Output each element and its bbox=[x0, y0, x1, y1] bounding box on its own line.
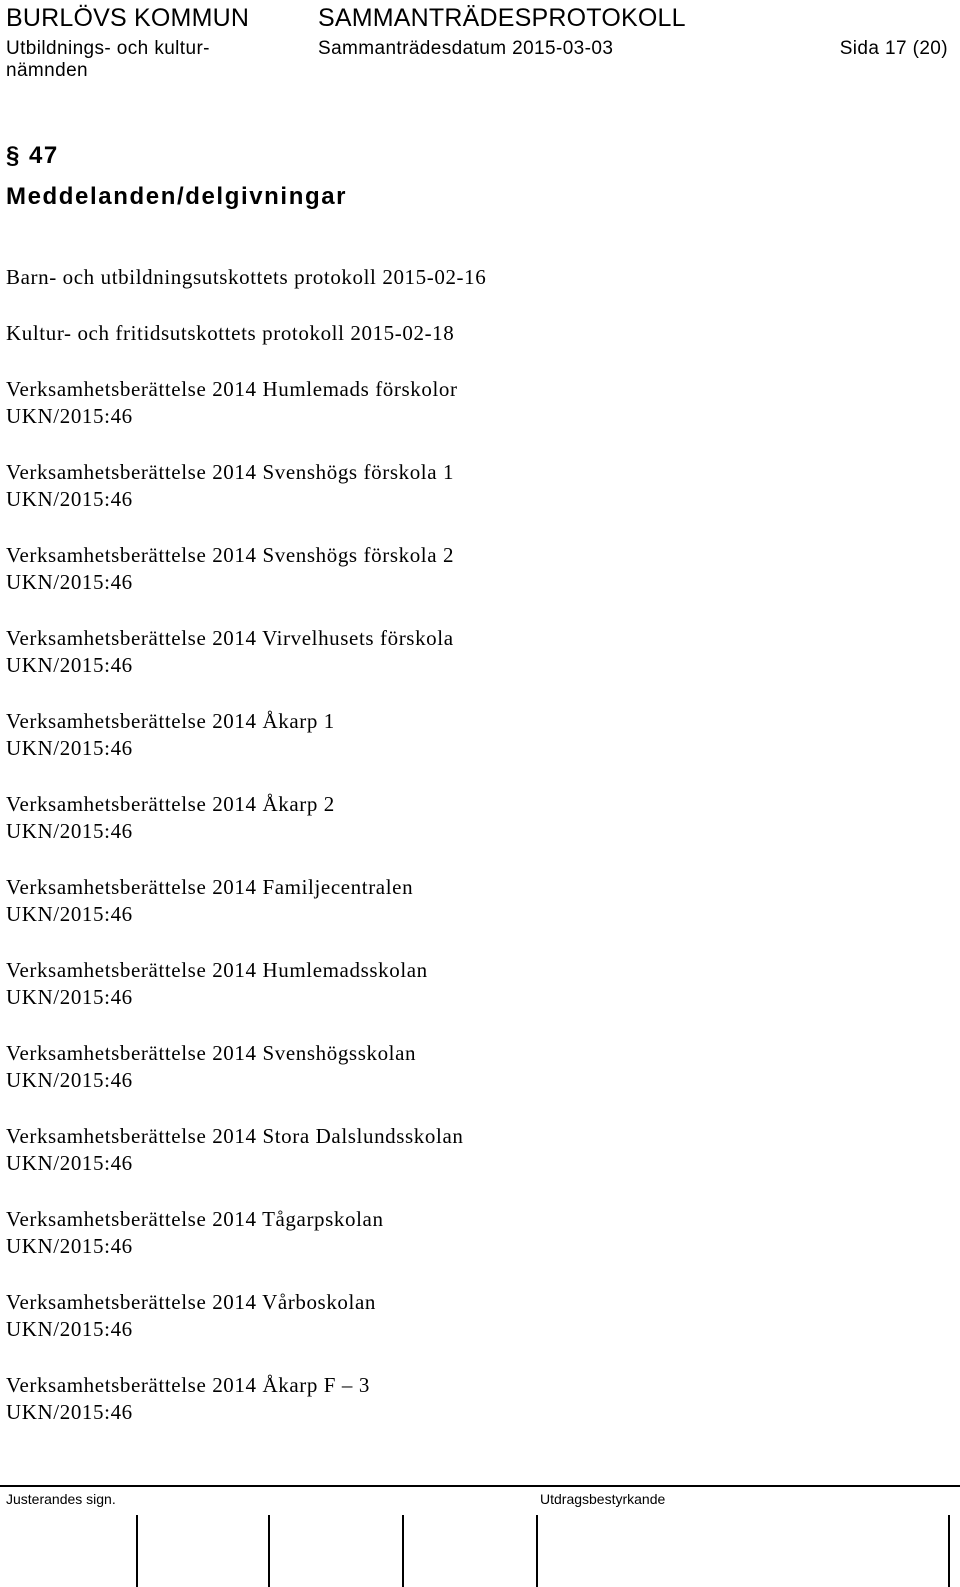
item-title: Verksamhetsberättelse 2014 Stora Dalslundsskolan bbox=[6, 1124, 464, 1148]
item-title: Verksamhetsberättelse 2014 Svenshögs förskola 2 bbox=[6, 543, 455, 567]
item-reference: UKN/2015:46 bbox=[6, 736, 133, 760]
item-title: Verksamhetsberättelse 2014 Humlemads förskolor bbox=[6, 377, 458, 401]
item-title: Verksamhetsberättelse 2014 Åkarp 2 bbox=[6, 792, 335, 816]
list-item bbox=[6, 1372, 906, 1426]
item-title: Verksamhetsberättelse 2014 Svenshögs förskola 1 bbox=[6, 460, 455, 484]
signature-box-divider bbox=[402, 1515, 404, 1587]
document-header bbox=[0, 0, 960, 81]
list-item bbox=[6, 264, 906, 291]
list-item bbox=[6, 791, 906, 845]
item-reference: UKN/2015:46 bbox=[6, 1400, 133, 1424]
signature-box-divider bbox=[136, 1515, 138, 1587]
signature-box-divider bbox=[948, 1515, 950, 1587]
item-title: Verksamhetsberättelse 2014 Tågarpskolan bbox=[6, 1207, 384, 1231]
list-item bbox=[6, 1206, 906, 1260]
organization-name: BURLÖVS KOMMUN bbox=[6, 4, 250, 32]
list-item bbox=[6, 957, 906, 1011]
item-title: Verksamhetsberättelse 2014 Virvelhusets förskola bbox=[6, 626, 454, 650]
list-item bbox=[6, 1040, 906, 1094]
item-reference: UKN/2015:46 bbox=[6, 570, 133, 594]
notice-list bbox=[6, 264, 906, 1455]
list-item bbox=[6, 1123, 906, 1177]
item-title: Verksamhetsberättelse 2014 Svenshögsskolan bbox=[6, 1041, 417, 1065]
section-title: Meddelanden/delgivningar bbox=[6, 183, 348, 210]
item-reference: UKN/2015:46 bbox=[6, 404, 133, 428]
signature-footer bbox=[0, 1485, 960, 1587]
item-title: Verksamhetsberättelse 2014 Åkarp F – 3 bbox=[6, 1373, 370, 1397]
item-reference: UKN/2015:46 bbox=[6, 653, 133, 677]
list-item bbox=[6, 542, 906, 596]
section-number: § 47 bbox=[6, 142, 59, 169]
item-reference: UKN/2015:46 bbox=[6, 1068, 133, 1092]
list-item bbox=[6, 376, 906, 430]
utdragsbestyrkande-label: Utdragsbestyrkande bbox=[540, 1491, 666, 1507]
department-line-2: nämnden bbox=[6, 60, 89, 81]
item-title: Kultur- och fritidsutskottets protokoll 2015-02-18 bbox=[6, 321, 455, 345]
document-type: SAMMANTRÄDESPROTOKOLL bbox=[318, 4, 686, 32]
list-item bbox=[6, 874, 906, 928]
item-reference: UKN/2015:46 bbox=[6, 985, 133, 1009]
item-reference: UKN/2015:46 bbox=[6, 1151, 133, 1175]
item-title: Verksamhetsberättelse 2014 Familjecentralen bbox=[6, 875, 414, 899]
item-title: Barn- och utbildningsutskottets protokoll 2015-02-16 bbox=[6, 265, 487, 289]
item-title: Verksamhetsberättelse 2014 Humlemadsskolan bbox=[6, 958, 428, 982]
meeting-date: Sammanträdesdatum 2015-03-03 bbox=[318, 38, 614, 59]
list-item bbox=[6, 708, 906, 762]
list-item bbox=[6, 459, 906, 513]
item-reference: UKN/2015:46 bbox=[6, 902, 133, 926]
list-item bbox=[6, 1289, 906, 1343]
item-reference: UKN/2015:46 bbox=[6, 1317, 133, 1341]
item-title: Verksamhetsberättelse 2014 Vårboskolan bbox=[6, 1290, 376, 1314]
signature-box-divider bbox=[536, 1515, 538, 1587]
page-number: Sida 17 (20) bbox=[839, 38, 948, 59]
footer-divider bbox=[0, 1485, 960, 1487]
list-item bbox=[6, 320, 906, 347]
item-reference: UKN/2015:46 bbox=[6, 819, 133, 843]
justerandes-sign-label: Justerandes sign. bbox=[6, 1491, 116, 1507]
item-reference: UKN/2015:46 bbox=[6, 487, 133, 511]
item-reference: UKN/2015:46 bbox=[6, 1234, 133, 1258]
department-line-1: Utbildnings- och kultur- bbox=[6, 38, 210, 59]
item-title: Verksamhetsberättelse 2014 Åkarp 1 bbox=[6, 709, 335, 733]
signature-box-divider bbox=[268, 1515, 270, 1587]
list-item bbox=[6, 625, 906, 679]
